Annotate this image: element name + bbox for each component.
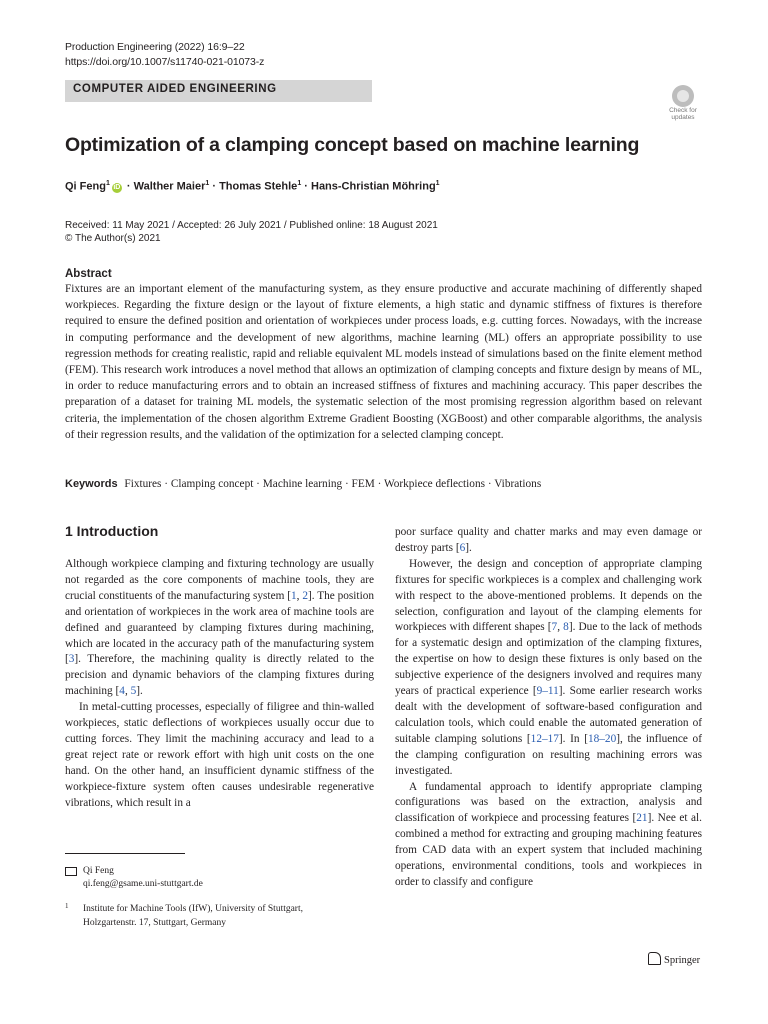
paragraph-text: ]. bbox=[465, 541, 472, 554]
section-label: COMPUTER AIDED ENGINEERING bbox=[73, 83, 277, 95]
publisher-name: Springer bbox=[664, 955, 701, 966]
corresponding-author-name: Qi Feng bbox=[83, 866, 114, 876]
citation-link[interactable]: 12–17 bbox=[530, 732, 559, 745]
citation-link[interactable]: 6 bbox=[459, 541, 466, 554]
section-banner bbox=[65, 80, 372, 102]
author-affiliation-mark: 1 bbox=[435, 180, 440, 187]
check-updates-icon bbox=[672, 85, 694, 107]
affiliation-note bbox=[65, 902, 303, 930]
paragraph bbox=[65, 700, 374, 811]
paragraph-text: However, the design and conception of appropriate clamping fixtures for specific workpieces is a complex and challenging work with respect to the above-mentioned problems. It depends on the selection, configuration and layout of the clamping elements for workpieces with different shapes [ bbox=[395, 557, 702, 634]
paragraph-text: , bbox=[124, 685, 131, 698]
citation-link[interactable]: 5 bbox=[130, 685, 137, 698]
author-name[interactable]: Qi Feng bbox=[65, 180, 106, 193]
section-heading-introduction: 1 Introduction bbox=[65, 523, 159, 539]
author-affiliation-mark: 1 bbox=[297, 180, 302, 187]
author-name[interactable]: Thomas Stehle bbox=[219, 180, 298, 193]
affiliation-line-2: Holzgartenstr. 17, Stuttgart, Germany bbox=[83, 918, 226, 928]
paragraph-text: , bbox=[296, 589, 303, 602]
citation-link[interactable]: 9–11 bbox=[536, 685, 559, 698]
footnote-divider bbox=[65, 853, 185, 854]
badge-line-2: updates bbox=[671, 114, 695, 121]
affiliation-line-1: Institute for Machine Tools (IfW), University of Stuttgart, bbox=[83, 904, 303, 914]
corresponding-author-email[interactable]: qi.feng@gsame.uni-stuttgart.de bbox=[83, 879, 203, 889]
paragraph-text: poor surface quality and chatter marks and may even damage or destroy parts [ bbox=[395, 526, 702, 554]
author-separator: · bbox=[301, 180, 311, 193]
paragraph-text: ]. In [ bbox=[558, 732, 588, 745]
citation-link[interactable]: 2 bbox=[302, 589, 308, 602]
keywords bbox=[65, 478, 541, 490]
envelope-icon bbox=[65, 867, 77, 876]
author-name[interactable]: Hans-Christian Möhring bbox=[311, 180, 436, 193]
author-affiliation-mark: 1 bbox=[105, 180, 110, 187]
paragraph bbox=[395, 780, 702, 891]
abstract-heading: Abstract bbox=[65, 268, 112, 280]
paragraph-text: , bbox=[557, 621, 564, 634]
body-column-right bbox=[395, 525, 702, 891]
orcid-icon[interactable]: iD bbox=[113, 183, 121, 191]
doi-link[interactable]: https://doi.org/10.1007/s11740-021-01073-z bbox=[65, 56, 265, 68]
citation-link[interactable]: 21 bbox=[636, 812, 648, 825]
copyright: © The Author(s) 2021 bbox=[65, 233, 161, 244]
author-affiliation-mark: 1 bbox=[205, 180, 210, 187]
paragraph bbox=[395, 557, 702, 780]
author-separator: · bbox=[209, 180, 220, 193]
journal-info bbox=[65, 40, 264, 70]
author-list bbox=[65, 180, 440, 193]
paragraph bbox=[65, 557, 374, 700]
keywords-label: Keywords bbox=[65, 478, 118, 490]
publisher-logo bbox=[648, 952, 700, 966]
paragraph-text: Although workpiece clamping and fixturing technology are usually not regarded as the core components of machine tools, they are crucial constituents of the manufacturing system [ bbox=[65, 558, 374, 602]
citation-link[interactable]: 18–20 bbox=[587, 732, 617, 745]
author-separator: · bbox=[123, 180, 134, 193]
paragraph-text: In metal-cutting processes, especially of filigree and thin-walled workpieces, static deflections of workpieces usually occur due to cutting forces. They limit the machining accuracy and lead to a great reject rate or rework effort with high unit costs on the one hand. On the other hand, an insufficient dynamic stiffness of the workpiece-fixture system often causes undesirable regenerative vibrations, which result in a bbox=[65, 701, 374, 809]
body-column-left bbox=[65, 557, 374, 812]
publication-dates bbox=[65, 219, 438, 245]
keywords-text: Fixtures · Clamping concept · Machine learning · FEM · Workpiece deflections · Vibrations bbox=[124, 478, 542, 490]
paragraph-text: A fundamental approach to identify appropriate clamping configurations was based on the extraction, analysis and classification of workpiece and processing features [ bbox=[395, 780, 702, 825]
paragraph-text: ]. Due to the lack of methods for a systematic design and optimization of the clamping fixtures, the expertise on how to design these fixtures is only based on the subjective experience of the designers involved and requires many years of practical experience [ bbox=[395, 621, 702, 698]
paragraph-text: ]. The position and orientation of workpieces in the work area of machine tools are defined and guaranteed by clamping fixtures during machining, which are located in the accuracy path of the manufacturing system [ bbox=[65, 589, 375, 666]
paragraph-text: ]. bbox=[136, 685, 143, 698]
paragraph-text: ]. Therefore, the machining quality is directly related to the precision and dynamic behaviors of the clamping fixtures during machining [ bbox=[65, 653, 374, 698]
corresponding-author-note bbox=[65, 865, 203, 891]
citation-link[interactable]: 7 bbox=[551, 621, 558, 634]
citation-link[interactable]: 4 bbox=[119, 685, 125, 698]
paragraph bbox=[395, 525, 702, 557]
journal-citation: Production Engineering (2022) 16:9–22 bbox=[65, 41, 245, 53]
check-for-updates-badge[interactable] bbox=[664, 85, 702, 123]
citation-link[interactable]: 8 bbox=[563, 621, 569, 634]
paragraph-text: ]. Nee et al. combined a method for extracting and grouping machining features from CAD data with an expert system that included machining operations, environmental conditions, tools and workpieces in order to classify and configure bbox=[395, 812, 702, 888]
springer-horse-icon bbox=[648, 952, 661, 965]
paper-title: Optimization of a clamping concept based on machine learning bbox=[65, 134, 640, 156]
paragraph-text: ], the influence of the clamping configuration on resulting machining errors was investigated. bbox=[395, 732, 702, 777]
history-dates: Received: 11 May 2021 / Accepted: 26 July 2021 / Published online: 18 August 2021 bbox=[65, 220, 438, 231]
affiliation-number: 1 bbox=[65, 902, 69, 910]
paragraph-text: ]. Some earlier research works dealt with the development of software-based configuration and calculation tools, which could enable the automated generation of suitable clamping solutions [ bbox=[395, 685, 702, 745]
abstract-text: Fixtures are an important element of the manufacturing system, as they ensure productive and accurate machining of differently shaped workpieces. Regarding the fixture design or the layout of fixture elements, a high static and dynamic stiffness of fixtures is therefore required to ensure the defined position and orientation of workpieces under process loads, e.g. cutting forces. Nowadays, with the increase in computing performance and the development of new algorithms, machine learning (ML) offers an appropriate possibility to use regression methods for creating realistic, rapid and reliable equivalent ML models instead of simulations based on the finite element method (FEM). This research work introduces a novel method that allows an optimization of clamping concepts and fixture design by means of ML, in order to reduce manufacturing errors and to obtain an increased stiffness of fixtures and machining accuracy. This paper describes the preparation of a dataset for training ML models, the systematic selection of the most promising regression algorithm based on relevant criteria, the implementation of the chosen algorithm Extreme Gradient Boosting (XGBoost) and other comparable algorithms, the analysis of their regression results, and the validation of the optimization for a selected clamping concept. bbox=[65, 283, 702, 441]
badge-line-1: Check for bbox=[669, 107, 697, 114]
citation-link[interactable]: 3 bbox=[68, 653, 75, 666]
citation-link[interactable]: 1 bbox=[290, 589, 297, 602]
author-name[interactable]: Walther Maier bbox=[133, 180, 206, 193]
